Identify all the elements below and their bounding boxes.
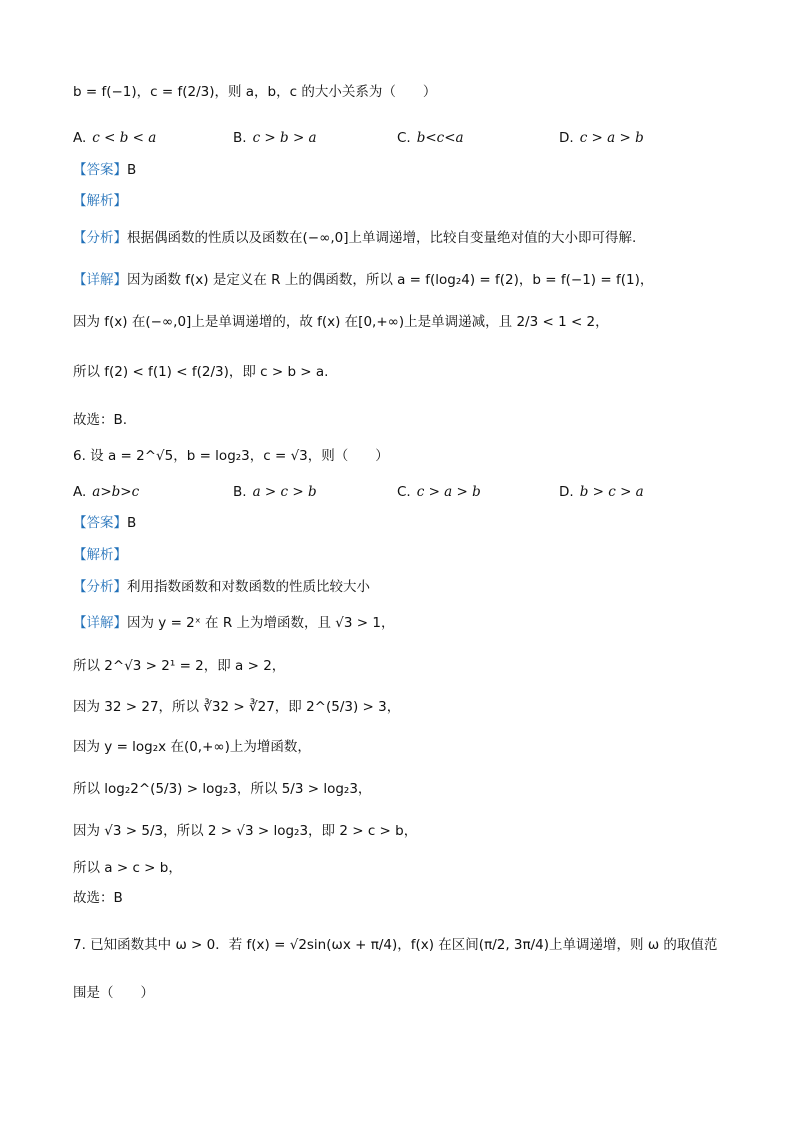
q5-option-d: D. c > a > b — [559, 130, 644, 146]
q6-option-a: A. a>b>c — [73, 484, 140, 500]
q5-fenxi: 【分析】根据偶函数的性质以及函数在(−∞,0]上单调递增，比较自变量绝对值的大小即可得解. — [73, 230, 637, 246]
q6-option-c: C. c > a > b — [397, 484, 481, 500]
q5-line2: 因为 f(x) 在(−∞,0]上是单调递增的，故 f(x) 在[0,+∞)上是单调递减，且 2/3 < 1 < 2， — [73, 314, 609, 330]
q5-options — [73, 128, 733, 148]
q6-xiangjie: 【详解】因为 y = 2ˣ 在 R 上为增函数，且 √3 > 1， — [73, 615, 395, 631]
q6-options — [73, 482, 733, 502]
q5-option-b: B. c > b > a — [233, 130, 317, 146]
q6-line-5: 因为 √3 > 5/3，所以 2 > √3 > log₂3，即 2 > c > b， — [73, 823, 418, 839]
q6-line-3: 因为 y = log₂x 在(0,+∞)上为增函数， — [73, 739, 311, 755]
q6-stem: 6. 设 a = 2^√5，b = log₂3，c = √3，则（ ） — [73, 448, 389, 464]
q7-stem: 7. 已知函数其中 ω > 0．若 f(x) = √2sin(ωx + π/4)，f(x) 在区间(π/2, 3π/4)上单调递增，则 ω 的取值范 — [73, 937, 718, 953]
q5-xiangjie: 【详解】因为函数 f(x) 是定义在 R 上的偶函数，所以 a = f(log₂4) = f(2)，b = f(−1) = f(1)， — [73, 272, 654, 288]
q6-analysis-label: 【解析】 — [73, 547, 127, 563]
q6-answer: 【答案】B — [73, 515, 137, 531]
q5-stem: b = f(−1)，c = f(2/3)，则 a，b，c 的大小关系为（ ） — [73, 84, 437, 100]
q5-choose: 故选：B. — [73, 412, 128, 428]
q7-stem-2: 围是（ ） — [73, 985, 154, 1001]
q5-analysis-label: 【解析】 — [73, 193, 127, 209]
q6-line-2: 因为 32 > 27，所以 ∛32 > ∛27，即 2^(5/3) > 3， — [73, 699, 401, 715]
q5-line3: 所以 f(2) < f(1) < f(2/3)，即 c > b > a. — [73, 364, 329, 380]
q6-line-1: 所以 2^√3 > 2¹ = 2，即 a > 2， — [73, 658, 286, 674]
q5-option-c: C. b<c<a — [397, 130, 464, 146]
q6-option-d: D. b > c > a — [559, 484, 644, 500]
q6-choose: 故选：B — [73, 890, 123, 906]
q6-fenxi: 【分析】利用指数函数和对数函数的性质比较大小 — [73, 579, 370, 595]
q6-line-4: 所以 log₂2^(5/3) > log₂3，所以 5/3 > log₂3， — [73, 781, 372, 797]
q6-line-6: 所以 a > c > b， — [73, 860, 182, 876]
q5-answer: 【答案】B — [73, 162, 137, 178]
q6-option-b: B. a > c > b — [233, 484, 317, 500]
q5-option-a: A. c < b < a — [73, 130, 157, 146]
